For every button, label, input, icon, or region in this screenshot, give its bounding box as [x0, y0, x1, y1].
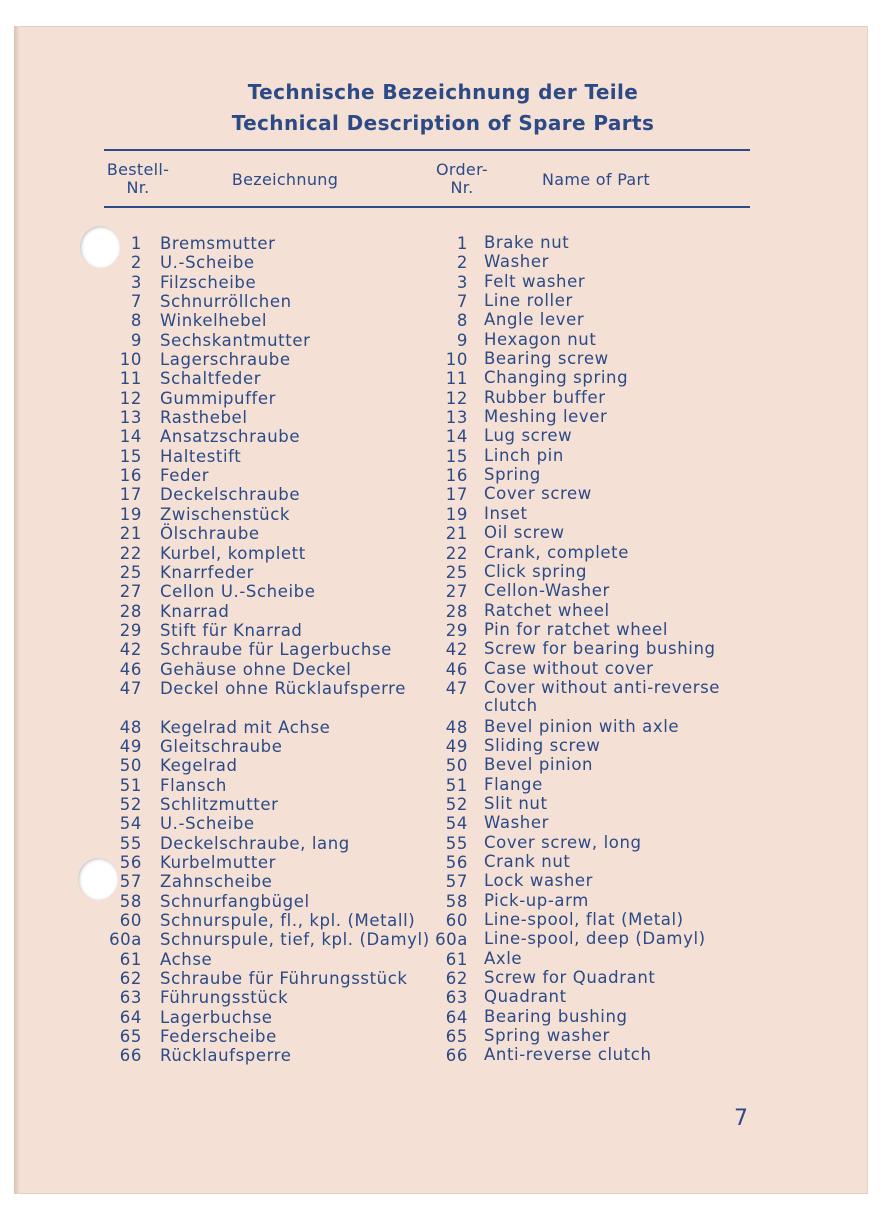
- part-order-number-de: 46: [119, 659, 142, 679]
- part-order-number-en: 11: [445, 369, 468, 389]
- part-name-de: Schraube für Führungsstück: [160, 969, 408, 989]
- part-name-de: Kurbelmutter: [160, 853, 277, 872]
- part-name-de: Zwischenstück: [160, 504, 291, 524]
- part-name-en: Inset: [484, 503, 528, 523]
- table-row: [0, 930, 886, 949]
- part-order-number-en: 57: [445, 872, 468, 892]
- part-order-number-de: 29: [119, 620, 142, 640]
- part-name-en: Felt washer: [484, 271, 586, 291]
- part-name-en: Spring washer: [484, 1026, 610, 1046]
- header-bezeichnung: Bezeichnung: [231, 170, 339, 189]
- part-name-de: U.-Scheibe: [160, 814, 255, 834]
- part-name-de: Stift für Knarrad: [160, 620, 303, 640]
- part-name-en: Bearing screw: [484, 349, 609, 369]
- part-order-number-en: 3: [456, 272, 468, 292]
- table-row: [0, 718, 886, 737]
- part-name-en: Sliding screw: [484, 735, 601, 755]
- part-order-number-en: 49: [445, 736, 468, 756]
- part-name-de: Schraube für Lagerbuchse: [160, 640, 392, 660]
- part-order-number-de: 12: [119, 388, 142, 408]
- part-order-number-en: 64: [445, 1007, 468, 1027]
- part-name-de: Flansch: [160, 775, 227, 795]
- table-row: [0, 350, 886, 369]
- part-order-number-en: 14: [445, 427, 468, 447]
- part-order-number-en: 29: [445, 620, 468, 640]
- table-row: [0, 466, 886, 485]
- part-name-de: Kegelrad mit Achse: [160, 717, 331, 737]
- part-order-number-de: 48: [119, 717, 142, 737]
- part-order-number-de: 17: [119, 485, 142, 505]
- part-order-number-de: 13: [119, 408, 142, 428]
- part-order-number-en: 63: [445, 988, 468, 1008]
- part-order-number-de: 9: [130, 330, 142, 350]
- part-order-number-de: 60a: [109, 930, 142, 950]
- part-order-number-de: 58: [119, 891, 142, 911]
- part-order-number-en: 28: [445, 601, 468, 621]
- part-name-en: Bevel pinion: [484, 755, 594, 775]
- part-name-de: Gehäuse ohne Deckel: [160, 659, 352, 679]
- table-row: [0, 679, 886, 718]
- part-order-number-en: 16: [445, 466, 468, 486]
- part-name-en: Linch pin: [484, 445, 564, 465]
- part-order-number-en: 42: [445, 640, 468, 660]
- part-order-number-de: 14: [119, 427, 142, 447]
- table-row: [0, 872, 886, 891]
- part-name-de: Filzscheibe: [160, 272, 257, 292]
- part-order-number-de: 7: [130, 292, 142, 312]
- table-row: [0, 234, 886, 253]
- part-order-number-en: 9: [456, 330, 468, 350]
- table-row: [0, 311, 886, 330]
- part-order-number-de: 60: [119, 911, 142, 931]
- part-name-de: Schlitzmutter: [160, 794, 279, 814]
- part-order-number-en: 58: [445, 891, 468, 911]
- page-title-german: Technische Bezeichnung der Teile: [247, 80, 639, 104]
- part-name-de: Knarrad: [160, 601, 230, 621]
- part-name-en: Brake nut: [484, 233, 570, 252]
- part-name-en: Click spring: [484, 561, 588, 581]
- part-name-de: Cellon U.-Scheibe: [160, 582, 316, 602]
- table-row: [0, 1008, 886, 1027]
- part-name-en: Quadrant: [484, 987, 567, 1007]
- header-name-of-part: Name of Part: [542, 170, 650, 189]
- table-row: [0, 505, 886, 524]
- part-order-number-de: 1: [130, 234, 142, 253]
- part-order-number-de: 27: [119, 582, 142, 602]
- table-row: [0, 602, 886, 621]
- header-order-line1: Order-: [435, 160, 489, 179]
- part-name-en: Anti-reverse clutch: [484, 1045, 652, 1065]
- part-name-de: Lagerschraube: [160, 350, 291, 370]
- part-order-number-en: 15: [445, 446, 468, 466]
- part-order-number-de: 3: [130, 272, 142, 292]
- part-name-de: Ansatzschraube: [160, 427, 301, 447]
- part-order-number-en: 47: [445, 678, 468, 698]
- part-name-en: Meshing lever: [484, 407, 608, 427]
- part-order-number-en: 25: [445, 562, 468, 582]
- part-order-number-en: 7: [456, 292, 468, 312]
- part-name-en: Cellon-Washer: [484, 581, 610, 601]
- part-order-number-de: 62: [119, 969, 142, 989]
- parts-list: [0, 234, 886, 1066]
- part-name-en: Cover screw: [484, 484, 592, 504]
- part-name-en: Pin for ratchet wheel: [484, 619, 669, 639]
- table-row: [0, 795, 886, 814]
- table-row: [0, 660, 886, 679]
- part-name-en: Oil screw: [484, 523, 565, 543]
- part-name-de: Federscheibe: [160, 1027, 277, 1047]
- part-name-en: Washer: [484, 252, 549, 272]
- part-name-de: Feder: [160, 466, 210, 486]
- table-row: [0, 737, 886, 756]
- part-name-en: Cover without anti-reverse clutch: [484, 677, 721, 716]
- table-row: [0, 582, 886, 601]
- part-name-en: Hexagon nut: [484, 329, 597, 349]
- part-order-number-en: 22: [445, 543, 468, 563]
- part-order-number-de: 47: [119, 678, 142, 698]
- part-name-de: Deckelschraube, lang: [160, 833, 350, 853]
- part-order-number-de: 63: [119, 988, 142, 1008]
- part-order-number-en: 17: [445, 485, 468, 505]
- part-order-number-en: 2: [456, 253, 468, 273]
- part-order-number-en: 12: [445, 388, 468, 408]
- part-name-en: Ratchet wheel: [484, 600, 610, 620]
- part-name-de: Schnurspule, fl., kpl. (Metall): [160, 911, 416, 931]
- part-order-number-de: 11: [119, 369, 142, 389]
- part-name-de: Kegelrad: [160, 756, 238, 776]
- page-title-english: Technical Description of Spare Parts: [231, 111, 655, 135]
- header-bestell-line1: Bestell-: [106, 160, 170, 179]
- part-order-number-de: 22: [119, 543, 142, 563]
- part-name-de: Bremsmutter: [160, 234, 276, 253]
- part-name-en: Bevel pinion with axle: [484, 716, 680, 736]
- table-row: [0, 950, 886, 969]
- part-order-number-en: 13: [445, 408, 468, 428]
- part-name-en: Pick-up-arm: [484, 890, 589, 910]
- part-order-number-de: 54: [119, 814, 142, 834]
- part-name-en: Slit nut: [484, 793, 548, 813]
- part-order-number-en: 54: [445, 814, 468, 834]
- part-order-number-de: 21: [119, 524, 142, 544]
- table-row: [0, 389, 886, 408]
- table-row: [0, 273, 886, 292]
- header-bestell-nr: [100, 161, 176, 197]
- part-name-de: Führungsstück: [160, 988, 289, 1008]
- part-name-en: Spring: [484, 465, 541, 485]
- part-name-de: Rücklaufsperre: [160, 1046, 292, 1066]
- part-name-en: Bearing bushing: [484, 1006, 628, 1026]
- part-name-de: Haltestift: [160, 446, 242, 466]
- part-name-de: U.-Scheibe: [160, 253, 255, 273]
- page-number: 7: [734, 1106, 748, 1131]
- part-order-number-de: 51: [119, 775, 142, 795]
- part-order-number-de: 10: [119, 350, 142, 370]
- part-name-de: Schnurröllchen: [160, 292, 292, 312]
- header-top-rule: [104, 149, 750, 151]
- part-order-number-de: 16: [119, 466, 142, 486]
- part-name-en: Axle: [484, 948, 523, 968]
- part-name-de: Deckel ohne Rücklaufsperre: [160, 678, 406, 698]
- part-name-de: Zahnscheibe: [160, 872, 273, 892]
- part-order-number-de: 61: [119, 949, 142, 969]
- part-name-de: Winkelhebel: [160, 311, 268, 331]
- table-row: [0, 331, 886, 350]
- part-order-number-de: 64: [119, 1007, 142, 1027]
- table-row: [0, 253, 886, 272]
- part-name-en: Crank nut: [484, 852, 571, 871]
- table-row: [0, 369, 886, 388]
- part-order-number-en: 52: [445, 794, 468, 814]
- part-order-number-en: 10: [445, 350, 468, 370]
- part-order-number-de: 28: [119, 601, 142, 621]
- table-row: [0, 756, 886, 775]
- table-row: [0, 911, 886, 930]
- part-name-de: Schaltfeder: [160, 369, 262, 389]
- table-row: [0, 408, 886, 427]
- part-order-number-de: 52: [119, 794, 142, 814]
- part-name-en: Line-spool, flat (Metal): [484, 910, 684, 930]
- part-order-number-en: 61: [445, 949, 468, 969]
- part-name-de: Deckelschraube: [160, 485, 301, 505]
- part-order-number-en: 46: [445, 659, 468, 679]
- table-row: [0, 621, 886, 640]
- table-row: [0, 292, 886, 311]
- part-name-de: Gummipuffer: [160, 388, 277, 408]
- part-name-en: Cover screw, long: [484, 832, 642, 852]
- part-order-number-de: 56: [119, 853, 142, 872]
- part-name-de: Sechskantmutter: [160, 330, 311, 350]
- table-row: [0, 834, 886, 853]
- table-row: [0, 814, 886, 833]
- part-name-en: Screw for bearing bushing: [484, 639, 716, 659]
- table-row: [0, 544, 886, 563]
- part-order-number-en: 55: [445, 833, 468, 853]
- part-order-number-en: 50: [445, 756, 468, 776]
- part-name-en: Flange: [484, 774, 543, 794]
- table-row: [0, 563, 886, 582]
- header-order-nr: [424, 161, 500, 197]
- part-name-en: Line-spool, deep (Damyl): [484, 929, 706, 949]
- table-row: [0, 988, 886, 1007]
- part-order-number-en: 66: [445, 1046, 468, 1066]
- part-order-number-en: 21: [445, 524, 468, 544]
- part-order-number-de: 2: [130, 253, 142, 273]
- part-order-number-de: 65: [119, 1027, 142, 1047]
- part-name-en: Washer: [484, 813, 549, 833]
- part-order-number-en: 27: [445, 582, 468, 602]
- part-order-number-en: 51: [445, 775, 468, 795]
- part-name-de: Gleitschraube: [160, 736, 283, 756]
- part-order-number-de: 50: [119, 756, 142, 776]
- part-order-number-de: 19: [119, 504, 142, 524]
- part-name-de: Schnurfangbügel: [160, 891, 310, 911]
- part-order-number-en: 19: [445, 504, 468, 524]
- part-name-de: Schnurspule, tief, kpl. (Damyl): [160, 930, 430, 950]
- table-row: [0, 892, 886, 911]
- part-name-en: Rubber buffer: [484, 387, 606, 407]
- table-row: [0, 640, 886, 659]
- part-order-number-de: 8: [130, 311, 142, 331]
- part-order-number-en: 1: [456, 234, 468, 253]
- part-order-number-de: 15: [119, 446, 142, 466]
- header-bestell-line2: Nr.: [126, 178, 150, 197]
- header-bottom-rule: [104, 206, 750, 208]
- part-name-en: Angle lever: [484, 310, 585, 330]
- table-row: [0, 524, 886, 543]
- part-name-en: Lug screw: [484, 426, 573, 446]
- part-order-number-en: 60: [445, 911, 468, 931]
- part-order-number-en: 65: [445, 1027, 468, 1047]
- part-name-de: Ölschraube: [160, 524, 260, 544]
- part-order-number-de: 66: [119, 1046, 142, 1066]
- part-name-en: Crank, complete: [484, 542, 629, 562]
- table-row: [0, 447, 886, 466]
- part-order-number-en: 60a: [435, 930, 468, 950]
- part-name-de: Rasthebel: [160, 408, 248, 428]
- part-order-number-de: 57: [119, 872, 142, 892]
- table-row: [0, 853, 886, 872]
- part-name-de: Lagerbuchse: [160, 1007, 273, 1027]
- part-name-en: Screw for Quadrant: [484, 968, 656, 988]
- part-order-number-en: 62: [445, 969, 468, 989]
- part-order-number-de: 49: [119, 736, 142, 756]
- part-order-number-de: 55: [119, 833, 142, 853]
- part-order-number-de: 25: [119, 562, 142, 582]
- table-row: [0, 1046, 886, 1065]
- part-name-de: Kurbel, komplett: [160, 543, 306, 563]
- header-order-line2: Nr.: [450, 178, 474, 197]
- part-order-number-en: 48: [445, 717, 468, 737]
- part-name-en: Case without cover: [484, 658, 654, 678]
- table-row: [0, 969, 886, 988]
- part-order-number-en: 56: [445, 853, 468, 872]
- part-name-de: Knarrfeder: [160, 562, 255, 582]
- table-row: [0, 427, 886, 446]
- part-name-de: Achse: [160, 949, 213, 969]
- part-order-number-en: 8: [456, 311, 468, 331]
- table-row: [0, 485, 886, 504]
- part-name-en: Changing spring: [484, 368, 629, 388]
- part-name-en: Line roller: [484, 291, 573, 311]
- table-row: [0, 776, 886, 795]
- table-row: [0, 1027, 886, 1046]
- part-name-en: Lock washer: [484, 871, 594, 891]
- part-order-number-de: 42: [119, 640, 142, 660]
